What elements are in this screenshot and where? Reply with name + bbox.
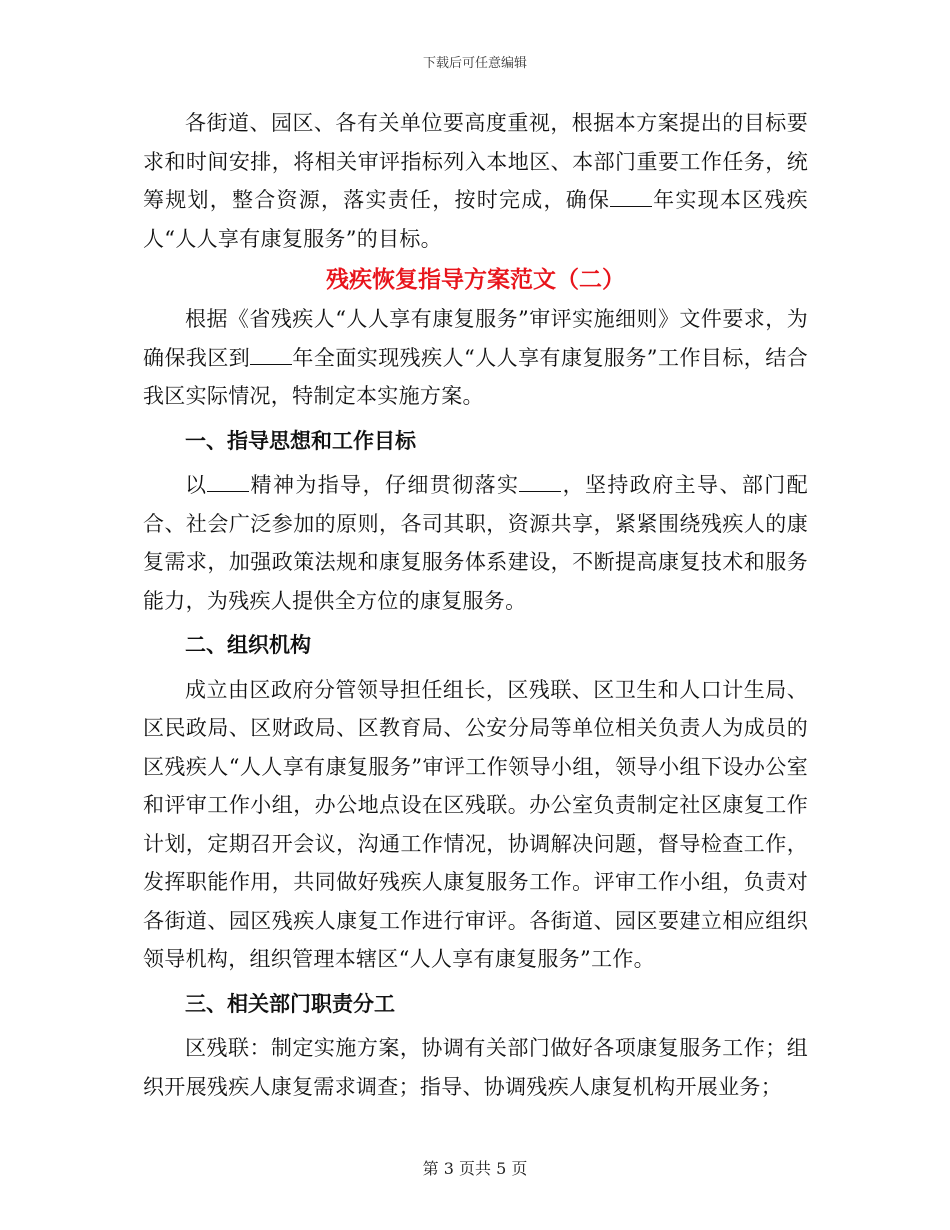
section-1-paragraph: 以 精神为指导，仔细贯彻落实 ，坚持政府主导、部门配合、社会广泛参加的原则，各司其职，资源共享，紧紧围绕残疾人的康复需求，加强政策法规和康复服务体系建设，不断提高康复技术和服务能力，为残疾人提供全方位的康复服务。 (143, 473, 808, 613)
basis-paragraph: 根据《省残疾人“人人享有康复服务”审评实施细则》文件要求，为确保我区到 年全面实现残疾人“人人享有康复服务”工作目标，结合我区实际情况，特制定本实施方案。 (143, 307, 808, 408)
page-header: 下载后可任意编辑 (422, 56, 527, 71)
section-heading-2: 二、组织机构 (185, 632, 311, 657)
document-body (143, 104, 808, 1106)
blank-line (610, 188, 652, 207)
page-footer: 第 3 页共 5 页 (422, 1159, 528, 1178)
blank-line (250, 346, 292, 365)
section-heading-3: 三、相关部门职责分工 (185, 990, 395, 1016)
blank-line (519, 473, 561, 492)
intro-paragraph: 各街道、园区、各有关单位要高度重视，根据本方案提出的目标要求和时间安排，将相关审评指标列入本地区、本部门重要工作任务，统筹规划，整合资源，落实责任，按时完成，确保 年实现本区残疾人“人人享有康复服务”的目标。 (143, 111, 808, 251)
document-title: 残疾恢复指导方案范文（二） (326, 266, 625, 293)
blank-line (207, 473, 249, 492)
section-heading-1: 一、指导思想和工作目标 (185, 427, 416, 453)
section-2-paragraph: 成立由区政府分管领导担任组长，区残联、区卫生和人口计生局、区民政局、区财政局、区教育局、公安分局等单位相关负责人为成员的区残疾人“人人享有康复服务”审评工作领导小组，领导小组下设办公室和评审工作小组，办公地点设在区残联。办公室负责制定社区康复工作计划，定期召开会议，沟通工作情况，协调解决问题，督导检查工作，发挥职能作用，共同做好残疾人康复服务工作。评审工作小组，负责对各街道、园区残疾人康复工作进行审评。各街道、园区要建立相应组织领导机构，组织管理本辖区“人人享有康复服务”工作。 (143, 677, 808, 971)
section-3-paragraph: 区残联：制定实施方案，协调有关部门做好各项康复服务工作；组织开展残疾人康复需求调查；指导、协调残疾人康复机构开展业务； (143, 1036, 808, 1099)
